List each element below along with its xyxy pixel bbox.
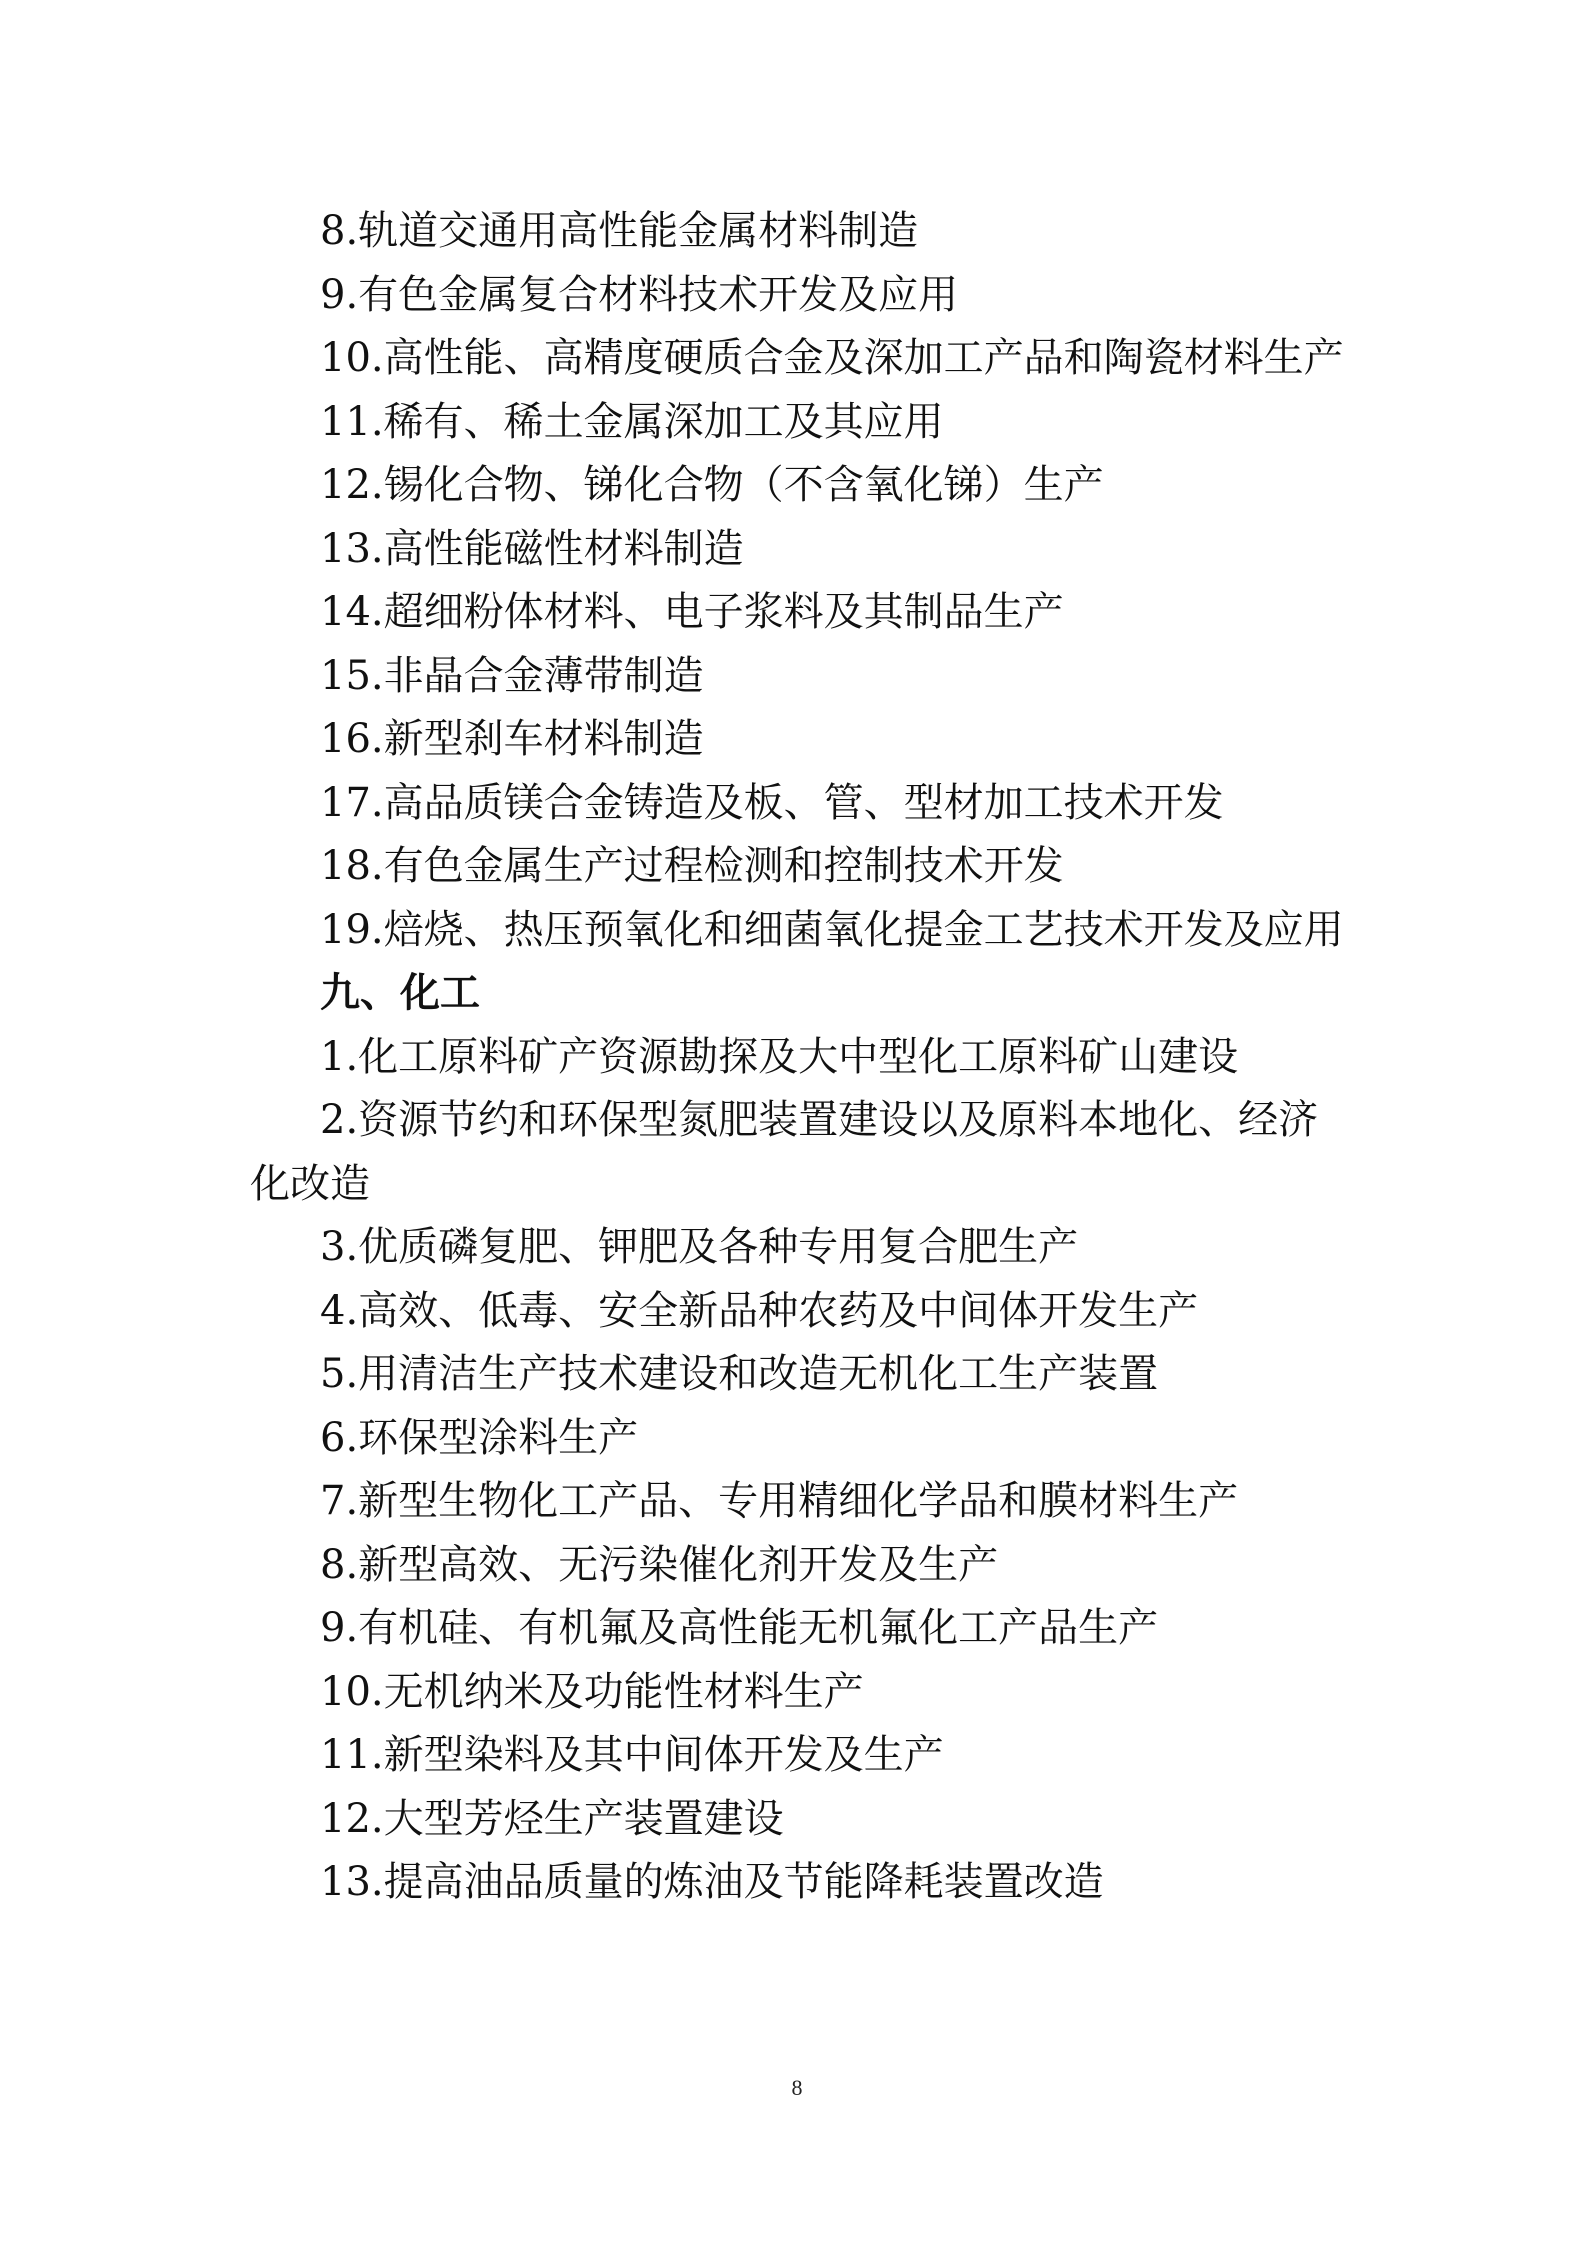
section-heading: 九、化工 [320, 970, 480, 1016]
document-body [250, 200, 1350, 1915]
list-item: 12.锡化合物、锑化合物（不含氧化锑）生产 [320, 462, 1104, 508]
list-item: 10.高性能、高精度硬质合金及深加工产品和陶瓷材料生产 [320, 335, 1344, 381]
list-item: 9.有色金属复合材料技术开发及应用 [320, 271, 959, 318]
list-item: 6.环保型涂料生产 [320, 1414, 639, 1461]
list-item: 14.超细粉体材料、电子浆料及其制品生产 [320, 589, 1064, 635]
list-item: 13.提高油品质量的炼油及节能降耗装置改造 [320, 1859, 1104, 1905]
list-item: 5.用清洁生产技术建设和改造无机化工生产装置 [320, 1351, 1159, 1397]
list-item: 17.高品质镁合金铸造及板、管、型材加工技术开发 [320, 779, 1224, 826]
list-item: 11.新型染料及其中间体开发及生产 [320, 1732, 944, 1778]
list-item: 8.新型高效、无污染催化剂开发及生产 [320, 1541, 999, 1588]
list-item: 12.大型芳烃生产装置建设 [320, 1795, 784, 1842]
list-item: 18.有色金属生产过程检测和控制技术开发 [320, 843, 1064, 889]
list-item: 16.新型刹车材料制造 [320, 716, 704, 762]
list-item: 8.轨道交通用高性能金属材料制造 [320, 208, 919, 254]
list-item: 13.高性能磁性材料制造 [320, 525, 744, 572]
list-item: 7.新型生物化工产品、专用精细化学品和膜材料生产 [320, 1478, 1239, 1524]
list-item: 1.化工原料矿产资源勘探及大中型化工原料矿山建设 [320, 1033, 1239, 1080]
list-item: 11.稀有、稀土金属深加工及其应用 [320, 398, 944, 445]
list-item: 4.高效、低毒、安全新品种农药及中间体开发生产 [320, 1287, 1199, 1334]
list-item: 2.资源节约和环保型氮肥装置建设以及原料本地化、经济化改造 [250, 1097, 1319, 1207]
list-item: 3.优质磷复肥、钾肥及各种专用复合肥生产 [320, 1224, 1079, 1270]
list-item: 10.无机纳米及功能性材料生产 [320, 1668, 864, 1715]
list-item: 9.有机硅、有机氟及高性能无机氟化工产品生产 [320, 1605, 1159, 1651]
page-number: 8 [791, 2075, 803, 2100]
list-item: 19.焙烧、热压预氧化和细菌氧化提金工艺技术开发及应用 [320, 906, 1344, 953]
list-item: 15.非晶合金薄带制造 [320, 652, 704, 699]
